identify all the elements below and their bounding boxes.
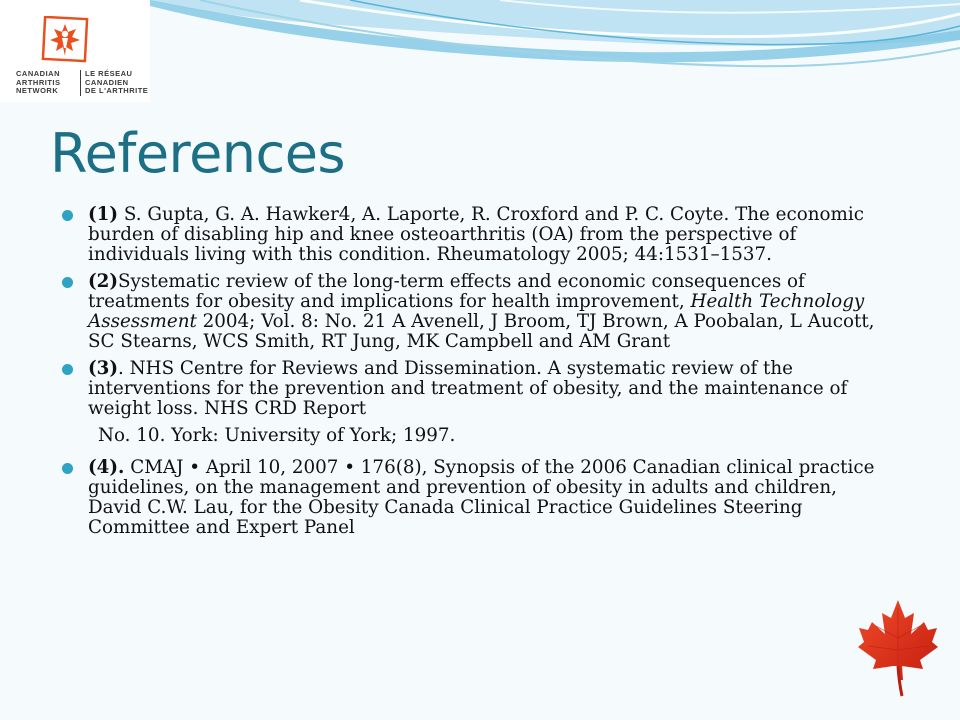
references-list <box>62 205 882 545</box>
bullet-icon <box>62 277 73 288</box>
logo-text-english: CANADIAN ARTHRITIS NETWORK <box>16 69 61 95</box>
reference-text: S. Gupta, G. A. Hawker4, A. Laporte, R. Croxford and P. C. Coyte. The economic burden of disabling hip and knee osteoarthritis (OA) from the perspective of individuals living with this condition. Rheumatology 2005; 44:1531–1537. <box>88 204 864 265</box>
reference-text-continued: 2004; Vol. 8: No. 21 A Avenell, J Broom, TJ Brown, A Poobalan, L Aucott, SC Stearns, WCS Smith, RT Jung, MK Campbell and AM Grant <box>88 311 875 352</box>
reference-text: CMAJ • April 10, 2007 • 176(8), Synopsis of the 2006 Canadian clinical practice guidelines, on the management and prevention of obesity in adults and children, David C.W. Lau, for the Obesity Canada Clinical Practice Guidelines Steering Committee and Expert Panel <box>88 457 875 538</box>
reference-item-1 <box>62 205 882 265</box>
maple-leaf-icon <box>858 598 938 698</box>
journal-title: Health Technology Assessment <box>88 291 865 332</box>
reference-number: (4). <box>88 457 125 478</box>
arthritis-network-mark-icon <box>40 16 90 64</box>
bullet-icon <box>62 364 73 375</box>
bullet-icon <box>62 463 73 474</box>
reference-number: (1) <box>88 204 119 225</box>
reference-item-4 <box>62 458 882 538</box>
canadian-arthritis-network-logo <box>0 0 150 102</box>
logo-text-french: LE RÉSEAU CANADIEN DE L'ARTHRITE <box>80 70 148 96</box>
reference-3-continuation: No. 10. York: University of York; 1997. <box>98 425 456 446</box>
reference-item-2 <box>62 272 882 352</box>
reference-number: (2) <box>88 271 119 292</box>
reference-number: (3) <box>88 358 119 379</box>
bullet-icon <box>62 210 73 221</box>
reference-text: Systematic review of the long-term effects and economic consequences of treatments for obesity and implications for health improvement, <box>88 271 805 312</box>
reference-text: . NHS Centre for Reviews and Dissemination. A systematic review of the interventions for the prevention and treatment of obesity, and the maintenance of weight loss. NHS CRD Report <box>88 358 848 419</box>
slide-title: References <box>50 122 346 185</box>
reference-item-3 <box>62 359 882 419</box>
